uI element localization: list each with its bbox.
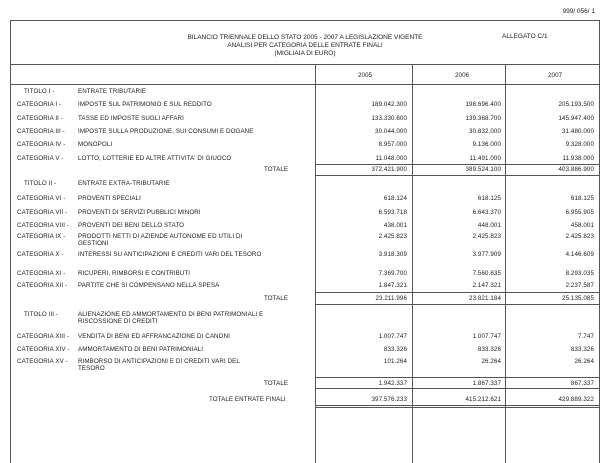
category-code: CATEGORIA XIV - — [17, 346, 70, 353]
category-code: CATEGORIA II - — [17, 115, 63, 122]
subtotal-rule-1 — [315, 164, 600, 165]
category-value-2005: 6.593.718 — [378, 209, 407, 216]
category-code: CATEGORIA XV - — [17, 358, 68, 365]
total-label: TOTALE — [264, 295, 289, 302]
category-value-2005: 438.001 — [383, 222, 407, 229]
category-label: RICUPERI, RIMBORSI E CONTRIBUTI — [78, 270, 191, 277]
grand-total-value-2006: 415.212.621 — [465, 396, 501, 403]
category-value-2006: 3.977.909 — [472, 251, 501, 258]
grand-total-value-2007: 429.889.322 — [558, 396, 594, 403]
category-value-2005: 189.042.300 — [371, 101, 407, 108]
category-value-2005: 133.330.600 — [371, 115, 407, 122]
column-divider-2 — [412, 64, 413, 463]
section-code: TITOLO I - — [24, 88, 55, 95]
total-value-2007: 403.886.900 — [558, 166, 594, 173]
category-label: PROVENTI SPECIALI — [78, 195, 141, 202]
category-value-2007: 205.193.500 — [558, 101, 594, 108]
category-label: RIMBORSO DI ANTICIPAZIONI E DI CREDITI VARI DEL TESORO — [78, 358, 240, 372]
category-value-2007: 11.938.000 — [562, 155, 594, 162]
header-rule — [10, 64, 600, 65]
category-label: INTERESSI SU ANTICIPAZIONI E CREDITI VARI DEL TESORO — [78, 251, 262, 258]
category-label: MONOPOLI — [78, 141, 113, 148]
category-value-2006: 139.368.700 — [465, 115, 501, 122]
category-value-2007: 8.293.035 — [565, 270, 594, 277]
category-label: PROVENTI DI SERVIZI PUBBLICI MINORI — [78, 209, 201, 216]
category-value-2007: 458.001 — [570, 222, 594, 229]
category-value-2005: 30.044.000 — [375, 128, 407, 135]
category-value-2006: 7.560.635 — [472, 270, 501, 277]
category-value-2006: 198.696.400 — [465, 101, 501, 108]
category-value-2006: 448.001 — [477, 222, 501, 229]
category-code: CATEGORIA X - — [17, 251, 64, 258]
category-value-2006: 11.491.000 — [469, 155, 501, 162]
category-label: AMMORTAMENTO DI BENI PATRIMONIALI — [78, 346, 204, 353]
category-code: CATEGORIA VI - — [17, 195, 66, 202]
category-label: PARTITE CHE SI COMPENSANO NELLA SPESA — [78, 282, 220, 289]
category-value-2007: 833.326 — [570, 346, 594, 353]
category-value-2005: 2.425.823 — [378, 233, 407, 240]
category-value-2005: 7.369.700 — [378, 270, 407, 277]
year-header-2007: 2007 — [548, 72, 563, 79]
category-label: TASSE ED IMPOSTE SUGLI AFFARI — [78, 115, 184, 122]
category-code: CATEGORIA IX - — [17, 233, 66, 240]
category-value-2006: 26.264 — [481, 358, 501, 365]
category-value-2005: 1.847.321 — [378, 282, 407, 289]
category-value-2005: 833.326 — [383, 346, 407, 353]
table-top-border — [10, 20, 600, 21]
category-value-2007: 4.146.609 — [565, 251, 594, 258]
category-label: IMPOSTE SUL PATRIMONIO E SUL REDDITO — [78, 101, 212, 108]
category-code: CATEGORIA XIII - — [17, 333, 70, 340]
category-value-2006: 2.425.823 — [472, 233, 501, 240]
category-code: CATEGORIA VIII - — [17, 222, 70, 229]
document-reference: 999/ 056/ 1 — [562, 8, 595, 15]
total-value-2007: 25.135.085 — [562, 295, 594, 302]
grand-total-value-2005: 397.576.233 — [371, 396, 407, 403]
category-label: LOTTO, LOTTERIE ED ALTRE ATTIVITA' DI GIUOCO — [78, 155, 232, 162]
category-value-2007: 7.747 — [578, 333, 594, 340]
subtotal-rule-2 — [315, 292, 600, 293]
total-value-2005: 23.211.996 — [375, 295, 407, 302]
grand-total-rule — [315, 405, 600, 406]
category-label: IMPOSTE SULLA PRODUZIONE, SUI CONSUMI E DOGANE — [78, 128, 254, 135]
heading-line-3: (MIGLIAIA DI EURO) — [274, 50, 336, 57]
category-value-2006: 1.007.747 — [472, 333, 501, 340]
category-value-2005: 1.007.747 — [378, 333, 407, 340]
total-value-2006: 23.821.184 — [469, 295, 501, 302]
table-right-border — [599, 20, 600, 463]
category-value-2007: 31.480.000 — [562, 128, 594, 135]
total-label: TOTALE — [264, 166, 289, 173]
category-label: PROVENTI DEI BENI DELLO STATO — [78, 222, 185, 229]
total-value-2005: 1.942.337 — [378, 380, 407, 387]
section-code: TITOLO III - — [24, 311, 59, 318]
section-title: ALIENAZIONE ED AMMORTAMENTO DI BENI PATRIMONIALI E RISCOSSIONE DI CREDITI — [78, 311, 264, 325]
year-header-2006: 2006 — [455, 72, 470, 79]
heading-line-2: ANALISI PER CATEGORIA DELLE ENTRATE FINALI — [227, 42, 383, 49]
category-value-2007: 26.264 — [574, 358, 594, 365]
category-code: CATEGORIA III - — [17, 128, 65, 135]
section-title: ENTRATE TRIBUTARIE — [78, 88, 147, 95]
category-value-2007: 9.328.000 — [565, 141, 594, 148]
category-code: CATEGORIA IV - — [17, 141, 66, 148]
total-value-2007: 867.337 — [570, 380, 594, 387]
column-divider-3 — [505, 64, 506, 463]
category-value-2007: 618.125 — [570, 195, 594, 202]
category-value-2007: 6.955.905 — [565, 209, 594, 216]
category-value-2005: 8.957.000 — [378, 141, 407, 148]
total-label: TOTALE — [264, 380, 289, 387]
column-divider-1 — [315, 64, 316, 463]
subtotal-rule-1b — [315, 175, 600, 176]
category-value-2007: 145.947.400 — [558, 115, 594, 122]
section-code: TITOLO II - — [24, 180, 57, 187]
category-code: CATEGORIA I - — [17, 101, 62, 108]
category-code: CATEGORIA V - — [17, 155, 64, 162]
category-label: PRODOTTI NETTI DI AZIENDE AUTONOME ED UTILI DI GESTIONI — [78, 233, 243, 247]
subtotal-rule-2b — [315, 304, 600, 305]
total-value-2006: 1.867.337 — [472, 380, 501, 387]
category-value-2006: 30.832.000 — [469, 128, 501, 135]
total-value-2005: 372.421.900 — [371, 166, 407, 173]
subtotal-rule-3 — [315, 377, 600, 378]
category-code: CATEGORIA XII - — [17, 282, 68, 289]
heading-line-1: BILANCIO TRIENNALE DELLO STATO 2005 - 2007 A LEGISLAZIONE VIGENTE — [187, 34, 423, 41]
grand-total-rule-b — [315, 407, 600, 408]
category-value-2005: 11.048.000 — [375, 155, 407, 162]
category-value-2007: 2.237.587 — [565, 282, 594, 289]
category-value-2006: 618.125 — [477, 195, 501, 202]
category-label: VENDITA DI BENI ED AFFRANCAZIONE DI CANONI — [78, 333, 230, 340]
category-value-2006: 9.136.000 — [472, 141, 501, 148]
section-title: ENTRATE EXTRA-TRIBUTARIE — [78, 180, 170, 187]
category-value-2005: 101.264 — [383, 358, 407, 365]
category-value-2006: 6.643.370 — [472, 209, 501, 216]
year-header-2005: 2005 — [358, 72, 373, 79]
year-header-rule — [10, 84, 600, 85]
category-value-2006: 2.147.321 — [472, 282, 501, 289]
total-value-2006: 389.524.100 — [465, 166, 501, 173]
category-value-2007: 2.425.823 — [565, 233, 594, 240]
attachment-label: ALLEGATO C/1 — [502, 33, 548, 40]
subtotal-rule-3b — [315, 388, 600, 389]
category-value-2005: 618.124 — [383, 195, 407, 202]
category-value-2006: 833.326 — [477, 346, 501, 353]
grand-total-label: TOTALE ENTRATE FINALI — [209, 396, 286, 403]
category-code: CATEGORIA XI - — [17, 270, 66, 277]
table-left-border — [10, 20, 11, 463]
report-heading — [160, 34, 450, 58]
category-value-2005: 3.918.309 — [378, 251, 407, 258]
category-code: CATEGORIA VII - — [17, 209, 68, 216]
